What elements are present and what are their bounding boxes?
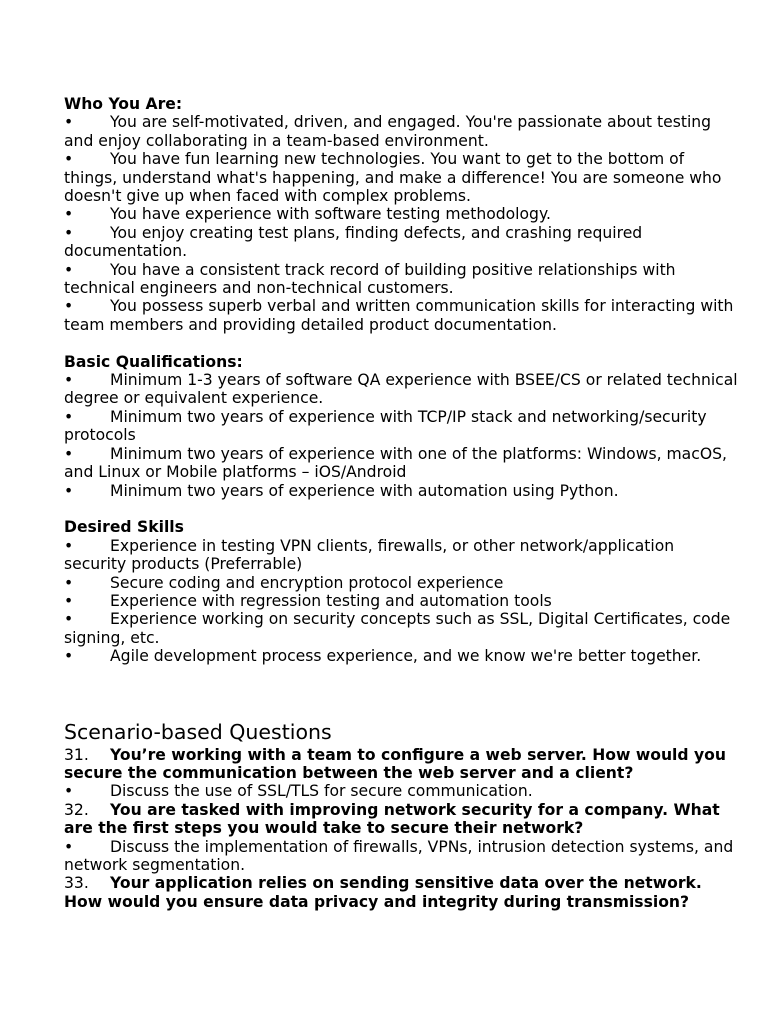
list-item xyxy=(64,297,738,334)
list-item-text: Experience working on security concepts such as SSL, Digital Certificates, code signing, etc. xyxy=(64,610,731,647)
bullet-icon: • xyxy=(64,591,74,610)
bullet-icon: • xyxy=(64,205,74,224)
question-32 xyxy=(64,801,738,838)
bullet-icon: • xyxy=(64,150,74,169)
list-item xyxy=(64,113,738,150)
spacer xyxy=(64,666,738,720)
bullet-icon: • xyxy=(64,444,74,463)
list-item xyxy=(64,574,738,592)
who-you-are-section xyxy=(64,95,738,334)
list-item-text: You have experience with software testing methodology. xyxy=(110,205,551,224)
bullet-icon: • xyxy=(64,536,74,555)
list-item-text: Agile development process experience, and we know we're better together. xyxy=(110,647,702,666)
basic-qualifications-section xyxy=(64,353,738,500)
list-item-text: Minimum 1-3 years of software QA experience with BSEE/CS or related technical degree or equivalent experience. xyxy=(64,371,738,408)
question-number: 33. xyxy=(64,874,89,893)
answer-hint xyxy=(64,838,738,875)
bullet-icon: • xyxy=(64,647,74,666)
desired-skills-heading: Desired Skills xyxy=(64,518,184,537)
bullet-icon: • xyxy=(64,782,74,801)
list-item xyxy=(64,610,738,647)
bullet-icon: • xyxy=(64,481,74,500)
question-31 xyxy=(64,746,738,783)
bullet-icon: • xyxy=(64,407,74,426)
scenario-section xyxy=(64,720,738,912)
list-item xyxy=(64,647,738,665)
question-33 xyxy=(64,874,738,911)
list-item-text: Secure coding and encryption protocol experience xyxy=(110,573,504,592)
answer-hint xyxy=(64,782,738,800)
list-item-text: Experience with regression testing and automation tools xyxy=(110,591,552,610)
list-item-text: You possess superb verbal and written communication skills for interacting with team members and providing detailed product documentation. xyxy=(64,297,734,334)
bullet-icon: • xyxy=(64,260,74,279)
question-text: You’re working with a team to configure a web server. How would you secure the communication between the web server and a client? xyxy=(64,745,726,782)
answer-text: Discuss the implementation of firewalls, VPNs, intrusion detection systems, and network segmentation. xyxy=(64,837,734,874)
spacer xyxy=(64,500,738,518)
list-item-text: Minimum two years of experience with automation using Python. xyxy=(110,481,619,500)
list-item xyxy=(64,371,738,408)
spacer xyxy=(64,334,738,352)
bullet-icon: • xyxy=(64,371,74,390)
list-item xyxy=(64,445,738,482)
list-item-text: Experience in testing VPN clients, firewalls, or other network/application security products (Preferrable) xyxy=(64,536,675,574)
list-item xyxy=(64,205,738,223)
list-item xyxy=(64,537,738,574)
scenario-heading: Scenario-based Questions xyxy=(64,719,332,744)
question-number: 32. xyxy=(64,800,89,819)
bullet-icon: • xyxy=(64,223,74,242)
list-item-text: You are self-motivated, driven, and engaged. You're passionate about testing and enjoy collaborating in a team-based environment. xyxy=(64,113,712,150)
bullet-icon: • xyxy=(64,610,74,629)
list-item xyxy=(64,224,738,261)
who-you-are-heading: Who You Are: xyxy=(64,95,183,113)
bullet-icon: • xyxy=(64,297,74,316)
question-text: Your application relies on sending sensitive data over the network. How would you ensure data privacy and integrity during transmission? xyxy=(64,874,702,911)
bullet-icon: • xyxy=(64,113,74,132)
list-item xyxy=(64,592,738,610)
desired-skills-section xyxy=(64,518,738,665)
answer-text: Discuss the use of SSL/TLS for secure communication. xyxy=(110,782,533,801)
bullet-icon: • xyxy=(64,573,74,592)
list-item-text: Minimum two years of experience with TCP/IP stack and networking/security protocols xyxy=(64,407,707,445)
basic-qualifications-heading: Basic Qualifications: xyxy=(64,352,243,371)
list-item-text: You enjoy creating test plans, finding defects, and crashing required documentation. xyxy=(64,223,643,261)
bullet-icon: • xyxy=(64,837,74,856)
list-item-text: You have a consistent track record of building positive relationships with technical engineers and non-technical customers. xyxy=(64,260,676,298)
list-item-text: You have fun learning new technologies. You want to get to the bottom of things, understand what's happening, and make a difference! You are someone who doesn't give up when faced with complex problems. xyxy=(64,150,722,206)
list-item-text: Minimum two years of experience with one of the platforms: Windows, macOS, and Linux or Mobile platforms – iOS/Android xyxy=(64,444,727,482)
list-item xyxy=(64,482,738,500)
question-text: You are tasked with improving network security for a company. What are the first steps you would take to secure their network? xyxy=(64,800,720,838)
list-item xyxy=(64,150,738,205)
list-item xyxy=(64,408,738,445)
list-item xyxy=(64,261,738,298)
question-number: 31. xyxy=(64,745,89,764)
